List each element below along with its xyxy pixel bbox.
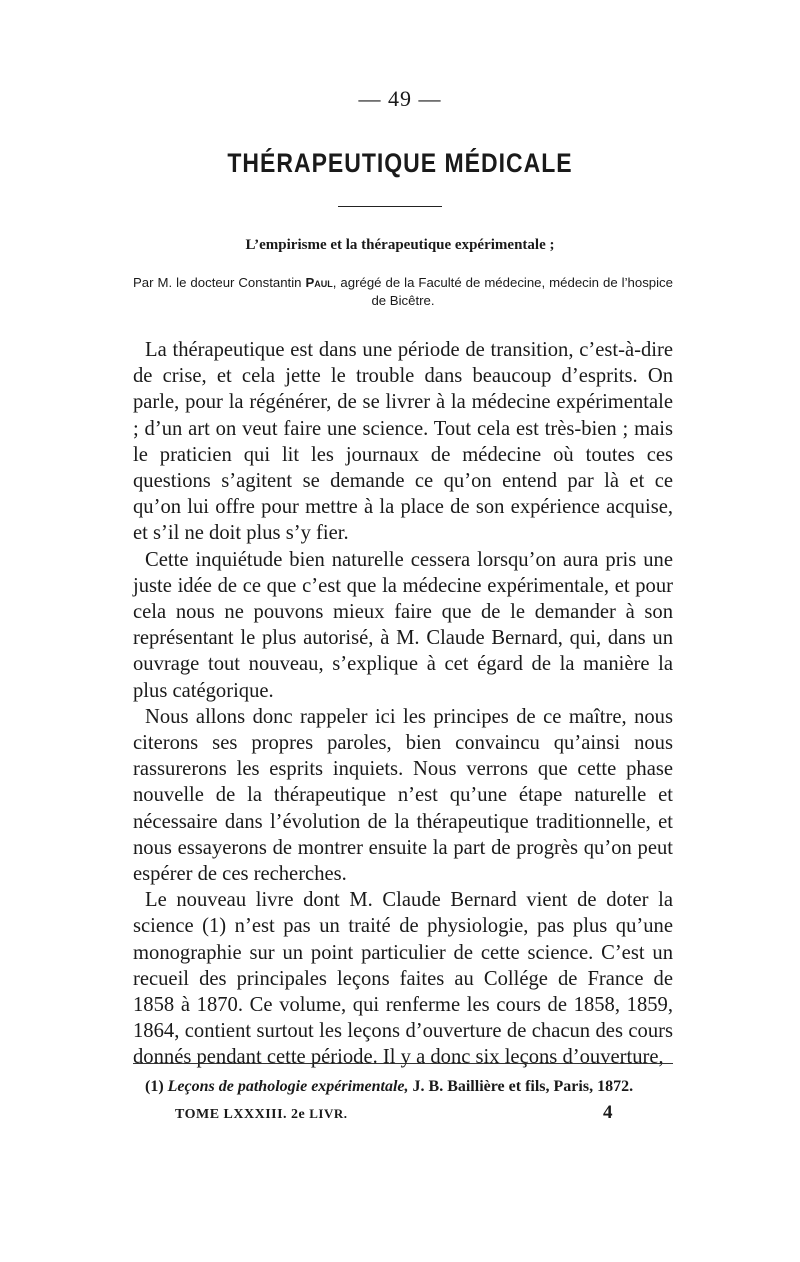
signature-livraison: LIVR. [309,1106,348,1121]
printer-signature [175,1106,348,1123]
signature-livraison-number: 2e [291,1107,306,1122]
title-divider [338,206,442,207]
signature-tome: TOME LXXXIII. [175,1107,288,1122]
article-subtitle: L’empirisme et la thérapeutique expérimentale ; [245,237,555,253]
article-body [133,337,673,1071]
paragraph-1: La thérapeutique est dans une période de transition, c’est-à-dire de crise, et cela jette le trouble dans beaucoup d’esprits. On parle, pour la régénérer, de se livrer à la médecine expérimentale ; d’un art on veut faire une science. Tout cela est très-bien ; mais le praticien qui lit les journaux de médecine où toutes ces questions s’agitent se demande ce qu’on entend par là et ce qu’on lui offre pour mettre à la place de son expérience acquise, et s’il ne doit plus s’y fier. [133,339,673,545]
byline-suffix: , agrégé de la Faculté de médecine, médecin de l’hospice de Bicêtre. [332,275,673,308]
paragraph-4: Le nouveau livre dont M. Claude Bernard vient de doter la science (1) n’est pas un traité de physiologie, pas plus qu’une monographie sur un point particulier de cette science. C’est un recueil des principales leçons faites au Collége de France de 1858 à 1870. Ce volume, qui renferme les cours de 1858, 1859, 1864, contient surtout les leçons d’ouverture de chacun des cours donnés pendant cette période. Il y a donc six leçons d’ouverture, [133,889,673,1069]
byline [133,274,673,310]
signature-sheet-number: 4 [603,1102,613,1123]
footnote-marker: (1) [145,1078,164,1095]
paragraph-2: Cette inquiétude bien naturelle cessera lorsqu’on aura pris une juste idée de ce que c’est que la médecine expérimentale, et pour cela nous ne pouvons mieux faire que de le demander à son représentant le plus autorisé, à M. Claude Bernard, qui, dans un ouvrage tout nouveau, s’explique à cet égard de la manière la plus catégorique. [133,548,673,702]
page-number: — 49 — [358,86,442,111]
footnote [145,1078,680,1096]
byline-author-surname: Paul [305,275,333,290]
footnote-publisher: J. B. Baillière et fils, Paris, 1872. [408,1078,634,1095]
page-title: THÉRAPEUTIQUE MÉDICALE [227,147,573,178]
byline-prefix: Par M. le docteur Constantin [133,275,302,290]
paragraph-3: Nous allons donc rappeler ici les principes de ce maître, nous citerons ses propres paroles, bien convaincu qu’ainsi nous rassurerons les esprits inquiets. Nous verrons que cette phase nouvelle de la thérapeutique n’est qu’une étape naturelle et nécessaire dans l’évolution de la thérapeutique traditionnelle, et nous essayerons de montrer ensuite la part de progrès qu’on peut espérer de ces recherches. [133,705,673,886]
footnote-title: Leçons de pathologie expérimentale, [167,1078,409,1095]
footnote-divider [133,1063,673,1064]
